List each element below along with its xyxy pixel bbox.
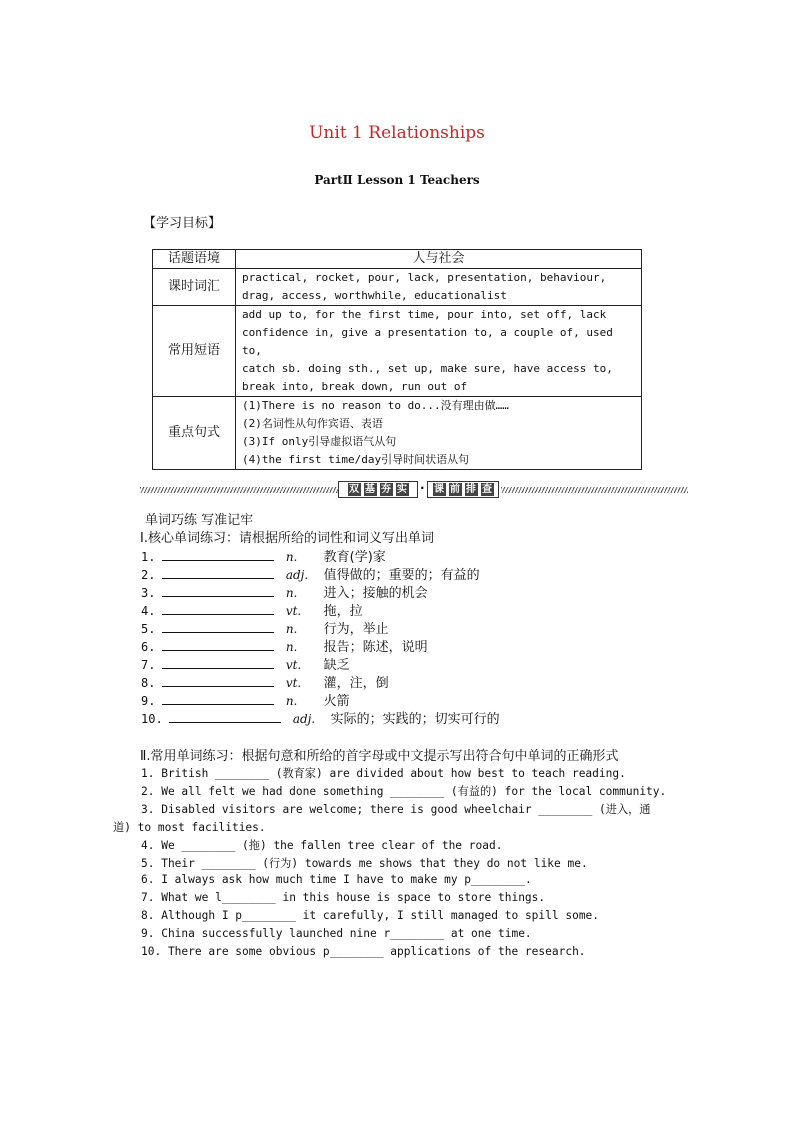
answer-blank[interactable]: [162, 548, 274, 561]
word-meaning: 行为，举止: [323, 622, 389, 637]
sentence-after: (拖) the fallen tree clear of the road.: [235, 839, 503, 852]
word-meaning: 缺乏: [323, 658, 350, 673]
banner-char: 夯: [381, 484, 391, 495]
content-line: (1)There is no reason to do...没有理由做……: [242, 399, 509, 412]
sentence-before: 10. There are some obvious p: [141, 945, 330, 958]
part-of-speech: n.: [285, 550, 298, 564]
sentence-before: 6. I always ask how much time I have to make my p: [141, 873, 472, 886]
row-content: [236, 306, 642, 397]
answer-blank[interactable]: [162, 638, 274, 651]
list-item: [141, 873, 532, 886]
list-item: [141, 891, 545, 904]
content-line: (4)the first time/day引导时间状语从句: [242, 453, 470, 466]
item-number: 9.: [141, 694, 156, 708]
content-line: (3)If only引导虚拟语气从句: [242, 435, 397, 448]
learning-goals-table: [152, 249, 642, 470]
part-of-speech: n.: [285, 640, 298, 654]
sentence-after: (教育家) are divided about how best to teach reading.: [268, 767, 626, 780]
banner-box-right: [427, 481, 499, 498]
answer-blank[interactable]: [162, 692, 274, 705]
answer-blank[interactable]: [162, 584, 274, 597]
banner-char: 排: [466, 484, 476, 495]
sentence-after: applications of the research.: [383, 945, 586, 958]
row-content: [236, 397, 642, 470]
sentence-before: 9. China successfully launched nine r: [141, 927, 391, 940]
list-item: [141, 564, 480, 583]
list-item: [141, 672, 389, 691]
list-item: [141, 945, 586, 958]
answer-blank[interactable]: [169, 710, 281, 723]
word-meaning: 拖，拉: [323, 604, 363, 619]
list-item: [141, 783, 666, 799]
content-line: confidence in, give a presentation to, a couple of, used to,: [242, 326, 613, 357]
answer-blank[interactable]: ________: [221, 891, 276, 904]
part-of-speech: n.: [285, 694, 298, 708]
list-item: [141, 690, 350, 709]
answer-blank[interactable]: ________: [242, 909, 296, 922]
answer-blank[interactable]: ________: [201, 857, 256, 870]
answer-blank[interactable]: ________: [329, 945, 384, 958]
row-content: [236, 269, 642, 306]
answer-blank[interactable]: [162, 566, 274, 579]
word-meaning: 教育(学)家: [323, 550, 386, 565]
answer-blank[interactable]: ________: [181, 839, 236, 852]
banner-char: 课: [434, 484, 444, 495]
sentence-before: 8. Although I p: [141, 909, 243, 922]
header-label: 话题语境: [153, 250, 236, 269]
list-item: [141, 801, 651, 817]
item-number: 8.: [141, 676, 156, 690]
answer-blank[interactable]: [162, 620, 274, 633]
banner-char: 基: [365, 484, 375, 495]
sentence-after: (进入，通: [592, 803, 651, 816]
item-number: 2.: [141, 568, 156, 582]
part-of-speech: n.: [285, 586, 298, 600]
list-item: [141, 618, 389, 637]
section1-heading: Ⅰ.核心单词练习：请根据所给的词性和词义写出单词: [140, 531, 434, 546]
content-line: practical, rocket, pour, lack, presentation, behaviour,: [242, 271, 607, 284]
list-item: [141, 708, 500, 727]
list-item: [141, 837, 502, 853]
part-of-speech: adj.: [292, 712, 316, 726]
word-meaning: 进入；接触的机会: [323, 586, 428, 601]
sentence-after: (行为) towards me shows that they do not like me.: [255, 857, 588, 870]
header-value: 人与社会: [236, 250, 642, 269]
list-item: [141, 654, 350, 673]
list-item: [141, 582, 428, 601]
word-meaning: 灌，注，倒: [323, 676, 389, 691]
section2-heading: Ⅱ.常用单词练习：根据句意和所给的首字母或中文提示写出符合句中单词的正确形式: [140, 749, 619, 764]
banner-char: 前: [450, 484, 460, 495]
content-line: add up to, for the first time, pour into, set off, lack: [242, 308, 607, 321]
item-number: 4.: [141, 604, 156, 618]
content-line: break into, break down, run out of: [242, 380, 468, 393]
row-label: 常用短语: [153, 306, 236, 397]
sentence-before: 4. We: [141, 839, 182, 852]
content-line: (2)名词性从句作宾语、表语: [242, 417, 383, 430]
answer-blank[interactable]: ________: [390, 785, 445, 798]
sentence-after: it carefully, I still managed to spill some.: [295, 909, 600, 922]
list-item: [141, 546, 386, 565]
word-meaning: 火箭: [323, 694, 350, 709]
part-of-speech: adj.: [285, 568, 309, 582]
answer-blank[interactable]: ________: [390, 927, 445, 940]
item-number: 6.: [141, 640, 156, 654]
hatch-divider-right: [501, 487, 688, 493]
item-number: 5.: [141, 622, 156, 636]
sentence-before: 7. What we l: [141, 891, 222, 904]
word-meaning: 报告；陈述，说明: [323, 640, 428, 655]
part-of-speech: vt.: [285, 658, 302, 672]
item-number: 1.: [141, 550, 156, 564]
item-number: 3.: [141, 586, 156, 600]
sentence-after: (有益的) for the local community.: [444, 785, 667, 798]
sentence-before: 3. Disabled visitors are welcome; there is good wheelchair: [141, 803, 539, 816]
practice-heading: 单词巧练 写准记牢: [145, 513, 254, 528]
row-label: 重点句式: [153, 397, 236, 470]
row-label: 课时词汇: [153, 269, 236, 306]
banner-char: 查: [482, 484, 492, 495]
banner-box-left: [338, 481, 418, 498]
sentence-after: .: [524, 873, 532, 886]
sentence-before: 道) to most facilities.: [113, 821, 266, 834]
item-number: 7.: [141, 658, 156, 672]
section-banner: [140, 481, 688, 499]
list-item: [141, 765, 626, 781]
table-row: [153, 250, 642, 269]
answer-blank[interactable]: ________: [215, 767, 269, 780]
table-row: [153, 306, 642, 397]
sentence-before: 5. Their: [141, 857, 202, 870]
table-row: [153, 397, 642, 470]
sentence-before: 1. British: [141, 767, 216, 780]
list-item: [141, 927, 532, 940]
hatch-divider-left: [140, 487, 338, 493]
list-item: [141, 855, 588, 871]
table-row: [153, 269, 642, 306]
lesson-subtitle: PartⅡ Lesson 1 Teachers: [314, 173, 480, 187]
sentence-after: at one time.: [444, 927, 532, 940]
list-item: [141, 909, 599, 922]
content-line: drag, access, worthwhile, educationalist: [242, 289, 507, 302]
answer-blank[interactable]: [162, 674, 274, 687]
part-of-speech: vt.: [285, 676, 302, 690]
answer-blank[interactable]: [162, 656, 274, 669]
content-line: catch sb. doing sth., set up, make sure, have access to,: [242, 362, 613, 375]
sentence-before: 2. We all felt we had done something: [141, 785, 391, 798]
item-number: 10.: [141, 712, 163, 726]
list-item-continuation: [113, 819, 266, 835]
sentence-after: in this house is space to store things.: [275, 891, 546, 904]
part-of-speech: vt.: [285, 604, 302, 618]
answer-blank[interactable]: [162, 602, 274, 615]
banner-separator: ·: [420, 481, 425, 495]
page-title: Unit 1 Relationships: [309, 123, 485, 143]
answer-blank[interactable]: ________: [471, 873, 525, 886]
answer-blank[interactable]: ________: [538, 803, 593, 816]
word-meaning: 值得做的；重要的；有益的: [323, 568, 480, 583]
banner-char: 双: [349, 484, 359, 495]
objectives-heading: 【学习目标】: [143, 216, 222, 231]
list-item: [141, 636, 428, 655]
word-meaning: 实际的；实践的；切实可行的: [330, 712, 500, 727]
part-of-speech: n.: [285, 622, 298, 636]
list-item: [141, 600, 363, 619]
banner-char: 实: [397, 484, 407, 495]
